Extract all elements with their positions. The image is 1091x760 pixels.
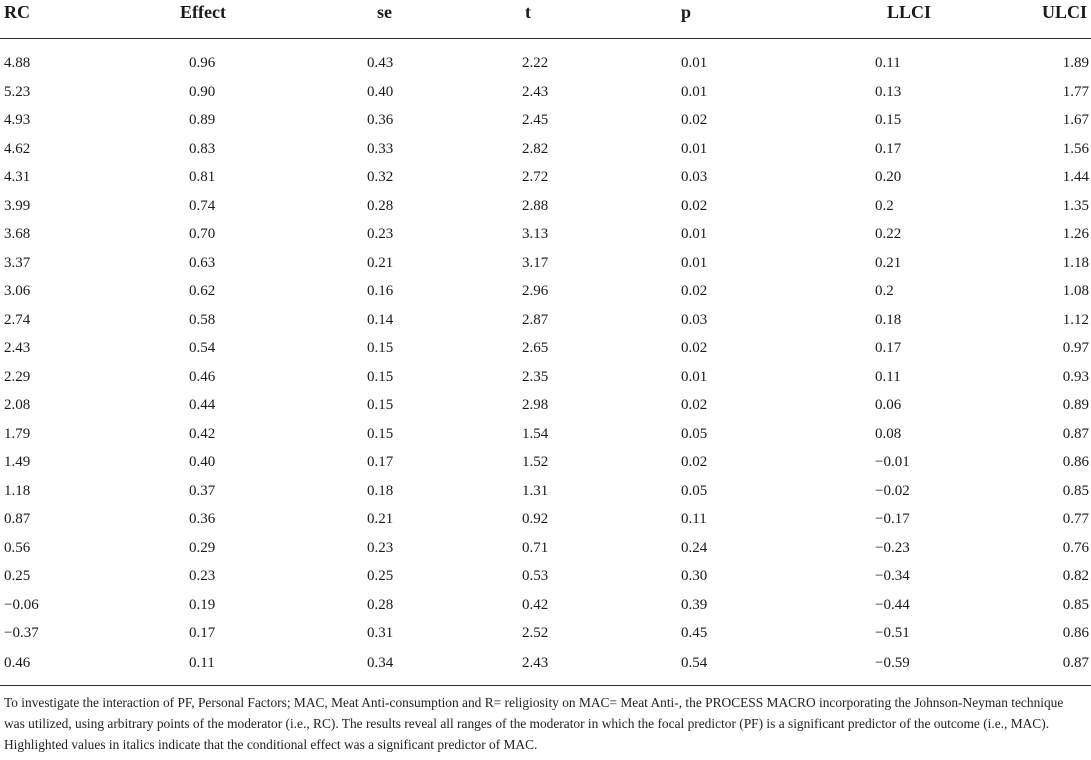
table-row	[0, 192, 1091, 221]
header-row	[0, 0, 1091, 39]
cell-llci: −0.01	[875, 454, 910, 471]
cell-t: 2.35	[522, 368, 549, 385]
table-row	[0, 78, 1091, 107]
cell-rc: −0.37	[4, 625, 39, 642]
cell-p: 0.24	[681, 539, 708, 556]
cell-ulci: 1.26	[1062, 226, 1089, 243]
cell-p: 0.54	[681, 654, 708, 671]
header-rc: RC	[4, 2, 30, 22]
table-row	[0, 448, 1091, 477]
cell-rc: 1.49	[4, 454, 31, 471]
cell-p: 0.01	[681, 368, 708, 385]
cell-llci: 0.2	[875, 283, 894, 300]
cell-t: 2.96	[522, 283, 549, 300]
cell-p: 0.05	[681, 482, 708, 499]
cell-se: 0.40	[367, 83, 394, 100]
cell-rc: 3.99	[4, 197, 31, 214]
cell-effect: 0.19	[189, 596, 216, 613]
cell-ulci: 1.56	[1062, 140, 1089, 157]
table-row	[0, 39, 1091, 78]
cell-ulci: 1.44	[1062, 169, 1089, 186]
cell-effect: 0.83	[189, 140, 216, 157]
cell-se: 0.15	[367, 368, 394, 385]
cell-se: 0.31	[367, 625, 394, 642]
cell-llci: 0.20	[875, 169, 902, 186]
cell-p: 0.11	[681, 511, 707, 528]
cell-ulci: 0.85	[1062, 596, 1089, 613]
cell-p: 0.01	[681, 140, 708, 157]
cell-effect: 0.54	[189, 340, 216, 357]
cell-se: 0.18	[367, 482, 394, 499]
table-row	[0, 420, 1091, 449]
table-row	[0, 363, 1091, 392]
cell-t: 2.43	[522, 83, 549, 100]
cell-t: 2.65	[522, 340, 549, 357]
cell-llci: −0.17	[875, 511, 910, 528]
cell-se: 0.15	[367, 425, 394, 442]
cell-se: 0.23	[367, 226, 394, 243]
cell-llci: 0.18	[875, 311, 902, 328]
table-header	[0, 0, 1091, 39]
cell-se: 0.43	[367, 55, 394, 72]
cell-ulci: 0.87	[1062, 654, 1089, 671]
cell-rc: 0.56	[4, 539, 31, 556]
cell-effect: 0.42	[189, 425, 216, 442]
cell-ulci: 0.76	[1062, 539, 1089, 556]
table-row	[0, 220, 1091, 249]
cell-se: 0.16	[367, 283, 394, 300]
cell-ulci: 0.85	[1062, 482, 1089, 499]
cell-llci: −0.23	[875, 539, 910, 556]
cell-se: 0.15	[367, 340, 394, 357]
cell-t: 0.53	[522, 568, 549, 585]
cell-effect: 0.36	[189, 511, 216, 528]
cell-effect: 0.44	[189, 397, 216, 414]
cell-ulci: 0.86	[1062, 625, 1089, 642]
table-row	[0, 334, 1091, 363]
cell-llci: 0.2	[875, 197, 894, 214]
cell-effect: 0.90	[189, 83, 216, 100]
cell-llci: −0.34	[875, 568, 910, 585]
cell-se: 0.17	[367, 454, 394, 471]
cell-effect: 0.29	[189, 539, 216, 556]
cell-llci: 0.17	[875, 140, 902, 157]
cell-se: 0.34	[367, 654, 394, 671]
header-ulci: ULCI	[1041, 2, 1087, 22]
table-row	[0, 477, 1091, 506]
cell-llci: 0.11	[875, 55, 901, 72]
table-row	[0, 249, 1091, 278]
cell-t: 3.17	[522, 254, 549, 271]
table-row	[0, 391, 1091, 420]
cell-se: 0.32	[367, 169, 394, 186]
cell-t: 2.22	[522, 55, 549, 72]
cell-effect: 0.62	[189, 283, 216, 300]
cell-ulci: 1.35	[1062, 197, 1089, 214]
cell-p: 0.05	[681, 425, 708, 442]
header-p: p	[681, 2, 692, 22]
cell-ulci: 0.89	[1062, 397, 1089, 414]
cell-t: 1.54	[522, 425, 549, 442]
header-t: t	[525, 2, 531, 22]
cell-ulci: 1.67	[1062, 112, 1089, 129]
cell-p: 0.01	[681, 83, 708, 100]
cell-rc: −0.06	[4, 596, 39, 613]
cell-se: 0.21	[367, 511, 394, 528]
cell-rc: 2.29	[4, 368, 31, 385]
cell-t: 1.52	[522, 454, 549, 471]
cell-ulci: 0.86	[1062, 454, 1089, 471]
cell-se: 0.28	[367, 197, 394, 214]
table-row	[0, 534, 1091, 563]
cell-p: 0.45	[681, 625, 708, 642]
cell-p: 0.03	[681, 311, 708, 328]
cell-t: 2.72	[522, 169, 549, 186]
cell-t: 0.71	[522, 539, 549, 556]
cell-llci: 0.06	[875, 397, 902, 414]
cell-rc: 4.62	[4, 140, 31, 157]
cell-se: 0.28	[367, 596, 394, 613]
cell-se: 0.25	[367, 568, 394, 585]
cell-t: 3.13	[522, 226, 549, 243]
cell-se: 0.15	[367, 397, 394, 414]
cell-t: 0.92	[522, 511, 549, 528]
cell-effect: 0.37	[189, 482, 216, 499]
cell-t: 2.88	[522, 197, 549, 214]
cell-effect: 0.89	[189, 112, 216, 129]
table-row	[0, 505, 1091, 534]
cell-se: 0.23	[367, 539, 394, 556]
cell-llci: 0.21	[875, 254, 902, 271]
cell-rc: 4.31	[4, 169, 31, 186]
cell-ulci: 0.87	[1062, 425, 1089, 442]
table-footnote: To investigate the interaction of PF, Personal Factors; MAC, Meat Anti-consumption and R= religiosity on MAC= Meat Anti-, the PROCESS MACRO incorporating the Johnson-Neyman technique was utilized, using arbitrary points of the moderator (i.e., RC). The results reveal all ranges of the moderator in which the focal predictor (PF) is a significant predictor of the outcome (i.e., MAC). Highlighted values in italics indicate that the conditional effect was a significant predictor of MAC.	[0, 685, 1091, 755]
cell-llci: −0.59	[875, 654, 910, 671]
cell-rc: 3.06	[4, 283, 31, 300]
cell-ulci: 1.77	[1062, 83, 1089, 100]
cell-ulci: 1.08	[1062, 283, 1089, 300]
cell-ulci: 1.18	[1062, 254, 1089, 271]
cell-p: 0.02	[681, 340, 708, 357]
cell-ulci: 1.89	[1062, 55, 1089, 72]
cell-rc: 2.74	[4, 311, 31, 328]
cell-effect: 0.11	[189, 654, 215, 671]
cell-t: 2.87	[522, 311, 549, 328]
cell-effect: 0.17	[189, 625, 216, 642]
table-row	[0, 306, 1091, 335]
cell-p: 0.30	[681, 568, 708, 585]
cell-p: 0.02	[681, 197, 708, 214]
cell-effect: 0.46	[189, 368, 216, 385]
cell-se: 0.21	[367, 254, 394, 271]
cell-se: 0.33	[367, 140, 394, 157]
cell-llci: −0.02	[875, 482, 910, 499]
cell-ulci: 0.97	[1062, 340, 1089, 357]
cell-rc: 0.25	[4, 568, 31, 585]
cell-p: 0.39	[681, 596, 708, 613]
table-row	[0, 135, 1091, 164]
cell-llci: 0.22	[875, 226, 902, 243]
cell-effect: 0.70	[189, 226, 216, 243]
cell-p: 0.03	[681, 169, 708, 186]
table-row	[0, 163, 1091, 192]
cell-t: 2.43	[522, 654, 549, 671]
cell-ulci: 0.82	[1062, 568, 1089, 585]
cell-llci: 0.17	[875, 340, 902, 357]
table-body	[0, 39, 1091, 678]
cell-t: 0.42	[522, 596, 549, 613]
cell-effect: 0.40	[189, 454, 216, 471]
table-row	[0, 277, 1091, 306]
cell-effect: 0.74	[189, 197, 216, 214]
table-row	[0, 591, 1091, 620]
cell-p: 0.01	[681, 254, 708, 271]
cell-rc: 0.46	[4, 654, 31, 671]
cell-se: 0.14	[367, 311, 394, 328]
cell-llci: −0.51	[875, 625, 910, 642]
cell-effect: 0.23	[189, 568, 216, 585]
cell-p: 0.01	[681, 226, 708, 243]
header-llci: LLCI	[887, 2, 932, 22]
cell-effect: 0.96	[189, 55, 216, 72]
cell-t: 1.31	[522, 482, 549, 499]
cell-rc: 5.23	[4, 83, 31, 100]
table-row	[0, 648, 1091, 678]
cell-rc: 4.93	[4, 112, 31, 129]
cell-p: 0.02	[681, 112, 708, 129]
cell-t: 2.82	[522, 140, 549, 157]
cell-rc: 2.43	[4, 340, 31, 357]
cell-t: 2.98	[522, 397, 549, 414]
cell-rc: 0.87	[4, 511, 31, 528]
cell-t: 2.52	[522, 625, 549, 642]
cell-rc: 4.88	[4, 55, 31, 72]
cell-rc: 3.68	[4, 226, 31, 243]
cell-llci: 0.11	[875, 368, 901, 385]
header-se: se	[377, 2, 392, 22]
cell-rc: 2.08	[4, 397, 31, 414]
cell-effect: 0.58	[189, 311, 216, 328]
cell-p: 0.02	[681, 454, 708, 471]
cell-rc: 1.18	[4, 482, 31, 499]
table-row	[0, 619, 1091, 648]
table-row	[0, 106, 1091, 135]
cell-p: 0.02	[681, 397, 708, 414]
cell-ulci: 0.93	[1062, 368, 1089, 385]
table-row	[0, 562, 1091, 591]
cell-p: 0.02	[681, 283, 708, 300]
cell-t: 2.45	[522, 112, 549, 129]
cell-llci: 0.15	[875, 112, 902, 129]
cell-rc: 3.37	[4, 254, 31, 271]
cell-ulci: 1.12	[1062, 311, 1089, 328]
cell-effect: 0.81	[189, 169, 216, 186]
cell-llci: 0.13	[875, 83, 902, 100]
header-effect: Effect	[180, 2, 226, 22]
cell-ulci: 0.77	[1062, 511, 1089, 528]
cell-effect: 0.63	[189, 254, 216, 271]
cell-p: 0.01	[681, 55, 708, 72]
cell-se: 0.36	[367, 112, 394, 129]
cell-llci: −0.44	[875, 596, 910, 613]
cell-llci: 0.08	[875, 425, 902, 442]
cell-rc: 1.79	[4, 425, 31, 442]
